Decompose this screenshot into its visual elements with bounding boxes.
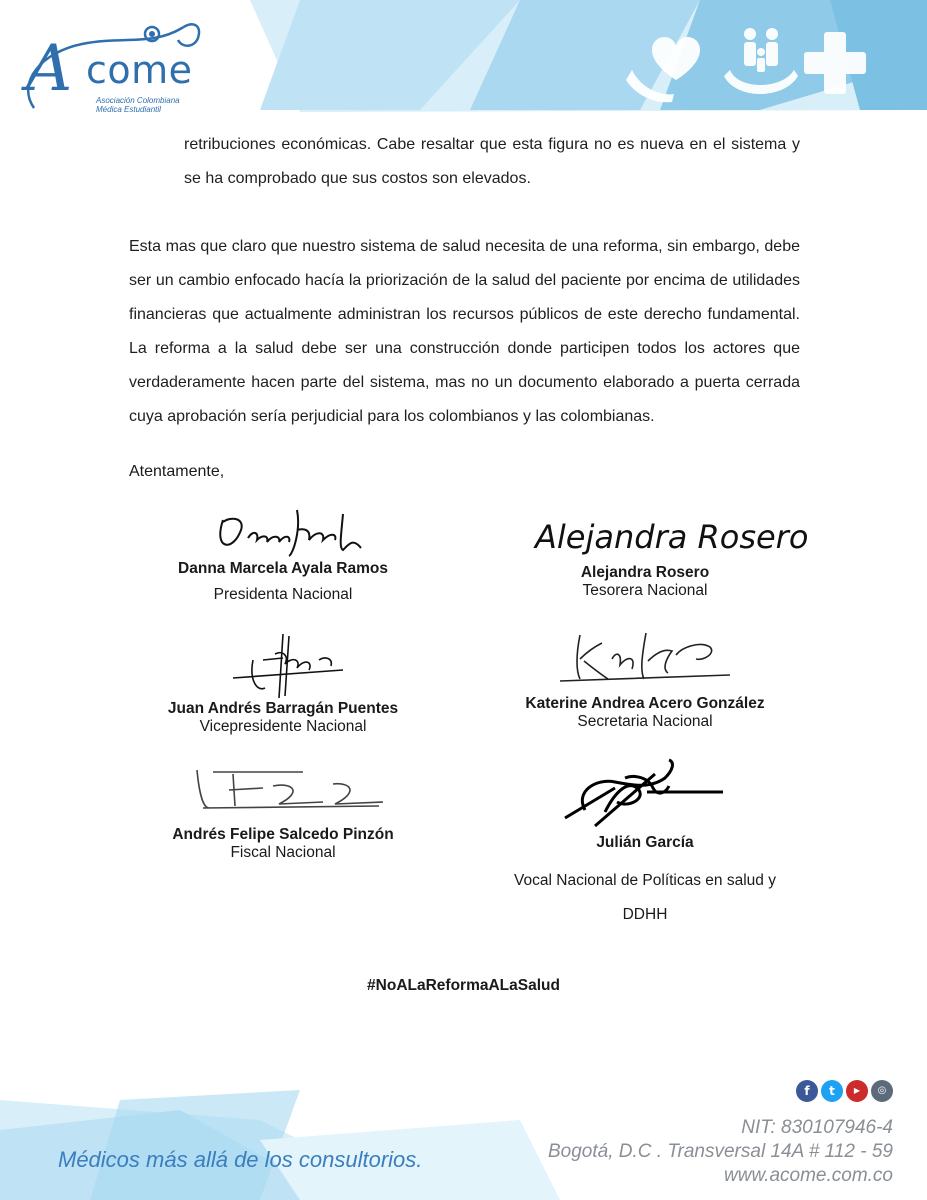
- header-icons: [612, 10, 872, 110]
- campaign-hashtag: #NoALaReformaALaSalud: [367, 977, 560, 994]
- logo-subtitle: [96, 96, 180, 114]
- signatory-name: Danna Marcela Ayala Ramos: [178, 560, 388, 577]
- footer-website[interactable]: www.acome.com.co: [724, 1165, 893, 1186]
- signatory-role: [485, 864, 805, 932]
- twitter-icon[interactable]: t: [821, 1080, 843, 1102]
- signatory-role: Secretaria Nacional: [577, 713, 713, 730]
- signatory-name: Katerine Andrea Acero González: [525, 695, 765, 712]
- signature-text: Alejandra Rosero: [535, 518, 809, 556]
- footer-address: Bogotá, D.C . Transversal 14A # 112 - 59: [548, 1141, 893, 1162]
- handwritten-signature: [213, 630, 353, 700]
- logo-subtitle-line-1: Asociación Colombiana: [96, 96, 180, 105]
- signatory-secretary: [485, 625, 805, 731]
- footer-tagline: Médicos más allá de los consultorios.: [58, 1147, 423, 1172]
- handwritten-signature: [550, 625, 740, 695]
- paragraph-conclusion: Esta mas que claro que nuestro sistema de salud necesita de una reforma, sin embargo, debe ser un cambio enfocado hacía la priorización de la salud del paciente por encima de utilidades financieras que actualmente administran los recursos públicos de este derecho fundamental. La reforma a la salud debe ser una construcción donde participen todos los actores que verdaderamente hacen parte del sistema, mas no un documento elaborado a puerta cerrada cuya aprobación sería perjudicial para los colombianos y las colombianas.: [129, 238, 800, 425]
- signatory-vicepresident: [123, 630, 443, 736]
- logo-subtitle-line-2: Médica Estudiantil: [96, 105, 161, 114]
- signatory-role: Vicepresidente Nacional: [199, 718, 367, 735]
- logo-letter: A: [26, 32, 73, 106]
- signatory-role-line-1: Vocal Nacional de Políticas en salud y: [514, 872, 776, 889]
- signatory-name: Andrés Felipe Salcedo Pinzón: [172, 826, 394, 843]
- facebook-icon[interactable]: f: [796, 1080, 818, 1102]
- letterhead-footer: [0, 1060, 927, 1200]
- acome-logo: [22, 12, 222, 117]
- signatory-vocal: [485, 748, 805, 932]
- signatory-fiscal: [123, 762, 443, 862]
- handwritten-signature: [193, 500, 373, 560]
- logo-wordmark: come: [86, 48, 193, 92]
- family-icon: [724, 28, 798, 94]
- instagram-icon[interactable]: ◎: [871, 1080, 893, 1102]
- handwritten-signature: [183, 762, 383, 826]
- signatory-role: Tesorera Nacional: [582, 582, 708, 599]
- youtube-icon[interactable]: ▶: [846, 1080, 868, 1102]
- heart-hands-icon: [626, 37, 700, 102]
- signatory-role: Presidenta Nacional: [213, 586, 353, 603]
- medical-cross-icon: [804, 32, 866, 94]
- handwritten-signature: [555, 748, 735, 834]
- signatory-name: Alejandra Rosero: [580, 564, 710, 581]
- paragraph-continued: retribuciones económicas. Cabe resaltar que esta figura no es nueva en el sistema y se ha comprobado que sus costos son elevados.: [184, 136, 800, 187]
- signatory-role: Fiscal Nacional: [230, 844, 336, 861]
- signatory-president: [123, 500, 443, 604]
- footer-nit: NIT: 830107946-4: [741, 1117, 893, 1138]
- closing-salutation: Atentamente,: [129, 463, 225, 480]
- social-links: [796, 1080, 893, 1102]
- signatory-name: Julián García: [596, 834, 694, 851]
- letterhead-header: [0, 0, 927, 120]
- footer-contact: [548, 1116, 893, 1188]
- signatory-name: Juan Andrés Barragán Puentes: [167, 700, 399, 717]
- handwritten-signature: [525, 508, 809, 564]
- signatory-treasurer: [485, 508, 809, 600]
- signatory-role-line-2: DDHH: [622, 906, 668, 923]
